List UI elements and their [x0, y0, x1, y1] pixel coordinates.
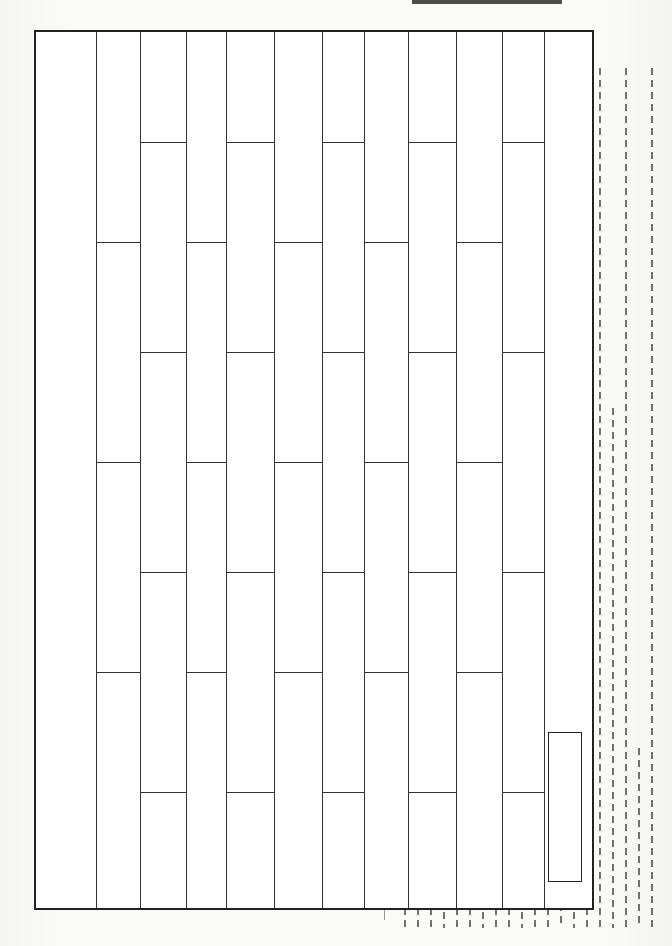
form-row-line	[274, 462, 322, 463]
form-row-line	[364, 462, 408, 463]
form-column-line	[364, 32, 365, 908]
form-row-line	[502, 572, 544, 573]
form-row-line	[322, 352, 364, 353]
note-text-strokes	[638, 748, 640, 928]
form-row-line	[140, 142, 186, 143]
note-item	[593, 38, 606, 928]
form-row-line	[186, 672, 226, 673]
form-column-line	[408, 32, 409, 908]
note-item	[619, 38, 632, 928]
form-column-line	[140, 32, 141, 908]
form-row-line	[456, 242, 502, 243]
top-rule	[412, 0, 562, 4]
form-row-line	[408, 792, 456, 793]
form-row-line	[140, 352, 186, 353]
form-column-line	[226, 32, 227, 908]
note-text-strokes	[625, 68, 627, 928]
form-row-line	[502, 792, 544, 793]
form-row-line	[322, 142, 364, 143]
construction-design-form	[34, 30, 594, 910]
form-row-line	[456, 672, 502, 673]
form-row-line	[226, 572, 274, 573]
form-column-line	[502, 32, 503, 908]
form-row-line	[96, 462, 140, 463]
form-column-line	[186, 32, 187, 908]
form-row-line	[96, 242, 140, 243]
form-row-line	[408, 142, 456, 143]
note-item	[632, 38, 645, 928]
form-column-line	[322, 32, 323, 908]
form-row-line	[226, 792, 274, 793]
form-row-line	[226, 142, 274, 143]
note-text-strokes	[599, 68, 601, 928]
note-text-strokes	[612, 408, 614, 928]
form-row-line	[364, 242, 408, 243]
form-column-line	[544, 32, 545, 908]
form-row-line	[408, 352, 456, 353]
note-text-strokes	[651, 68, 653, 928]
form-row-line	[502, 352, 544, 353]
form-row-line	[408, 572, 456, 573]
form-row-line	[186, 462, 226, 463]
form-row-line	[364, 672, 408, 673]
form-row-line	[274, 672, 322, 673]
form-row-line	[322, 572, 364, 573]
receipt-number-box	[548, 732, 582, 882]
form-row-line	[226, 352, 274, 353]
form-row-line	[322, 792, 364, 793]
form-row-line	[186, 242, 226, 243]
form-row-line	[140, 572, 186, 573]
note-item	[606, 38, 619, 928]
form-row-line	[96, 672, 140, 673]
form-column-line	[456, 32, 457, 908]
form-row-line	[140, 792, 186, 793]
note-item	[645, 38, 658, 928]
form-row-line	[274, 242, 322, 243]
form-row-line	[502, 142, 544, 143]
form-column-line	[274, 32, 275, 908]
form-row-line	[456, 462, 502, 463]
form-column-line	[96, 32, 97, 908]
